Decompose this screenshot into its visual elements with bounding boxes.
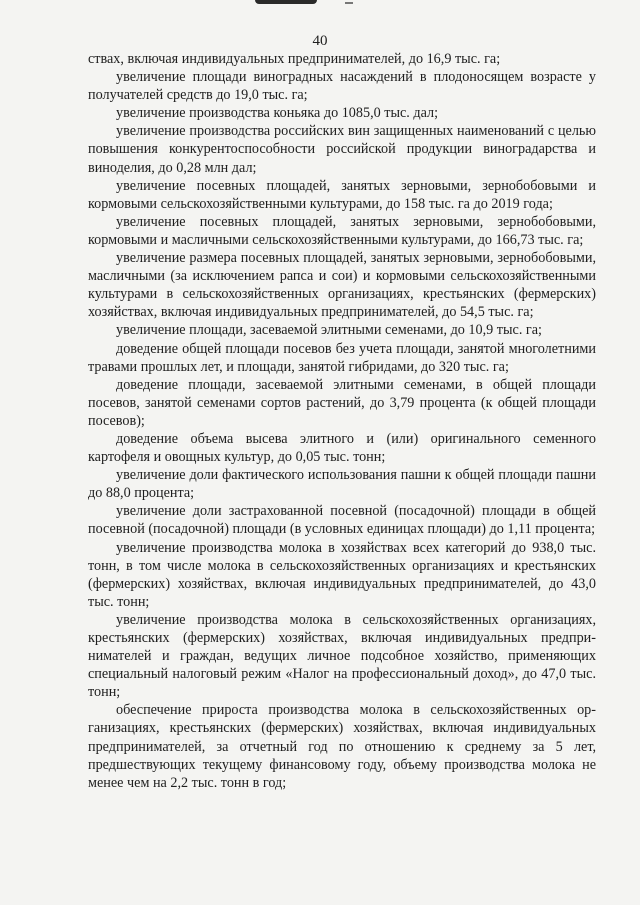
paragraph: увеличение производства молока в хозяйствах всех категорий до 938,0 тыс. тонн, в том числе молока в сельскохозяйственных организациях и крестьянских (фермерских) хозяйствах, включая индивидуальных предпринимателей, до 43,0 тыс. тонн; bbox=[88, 539, 596, 610]
scan-artifact-small bbox=[345, 2, 353, 4]
scan-artifact bbox=[255, 0, 317, 4]
paragraph: увеличение производства коньяка до 1085,0 тыс. дал; bbox=[116, 105, 439, 122]
paragraph: доведение объема высева элитного и (или) оригинального семенного картофеля и овощных культур, до 0,05 тыс. тонн; bbox=[88, 430, 596, 466]
paragraph: увеличение площади виноградных насаждений в плодоносящем возрасте у получателей средств до 19,0 тыс. га; bbox=[88, 69, 596, 104]
paragraph: увеличение доли фактического использования пашни к общей площади пашни до 88,0 процента; bbox=[88, 467, 596, 502]
document-body bbox=[88, 50, 596, 792]
paragraph: увеличение производства российских вин защищенных наименований с целью повышения конкурентоспособности российской продукции виноградарства и виноделия, до 0,28 млн дал; bbox=[88, 123, 596, 176]
paragraph: увеличение производства молока в сельскохозяйственных организациях, крестьянских (фермерских) хозяйствах, включая индивидуальных предпринимателей и граждан, ведущих личное подсобное хозяйство, применяющих специальный налоговый режим «Налог на профессиональный доход», до 47,0 тыс. тонн; bbox=[88, 611, 596, 701]
paragraph: ствах, включая индивидуальных предпринимателей, до 16,9 тыс. га; bbox=[88, 51, 501, 67]
paragraph: увеличение размера посевных площадей, занятых зерновыми, зернобобовыми, масличными (за исключением рапса и сои) и кормовыми сельскохозяйственными культурами в сельскохозяйственных организациях, крестьянских (фермерских) хозяйствах, включая индивидуальных предпринимателей, до 54,5 тыс. га; bbox=[88, 250, 596, 321]
paragraph: доведение площади, засеваемой элитными семенами, в общей площади посевов, занятой семенами сортов растений, до 3,79 процента (к общей площади посевов); bbox=[88, 376, 596, 429]
paragraph: увеличение посевных площадей, занятых зерновыми, зернобобовыми, кормовыми и масличными сельскохозяйственными культурами, до 166,73 тыс. га; bbox=[88, 213, 596, 248]
paragraph: увеличение площади, засеваемой элитными семенами, до 10,9 тыс. га; bbox=[116, 322, 542, 339]
paragraph: увеличение посевных площадей, занятых зерновыми, зернобобовыми и кормовыми сельскохозяйственными культурами, до 158 тыс. га до 2019 года; bbox=[88, 177, 596, 212]
paragraph: обеспечение прироста производства молока в сельскохозяйственных организациях, крестьянских (фермерских) хозяйствах, включая индивидуальных предпринимателей, за отчетный год по отношению к среднему за 5 лет, предшествующих текущему финансовому году, объему производства молока не менее чем на 2,2 тыс. тонн в год; bbox=[88, 702, 596, 791]
paragraph: доведение общей площади посевов без учета площади, занятой многолетними травами прошлых лет, и площади, занятой гибридами, до 320 тыс. га; bbox=[88, 340, 596, 375]
page-number: 40 bbox=[312, 33, 328, 49]
paragraph: увеличение доли застрахованной посевной (посадочной) площади в общей посевной (посадочной) площади (в условных единицах площади) до 1,11 процента; bbox=[88, 503, 596, 538]
